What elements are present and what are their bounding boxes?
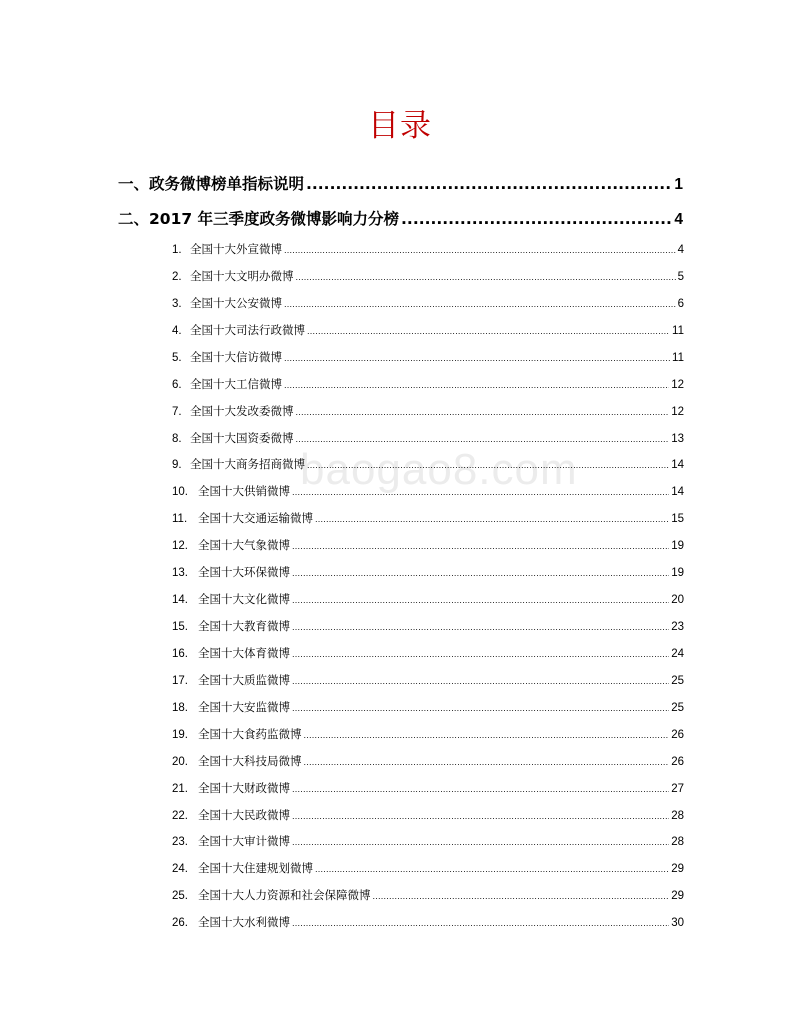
toc-leader-dots (315, 865, 669, 874)
toc-page-number: 20 (671, 594, 684, 607)
toc-item-label: 全国十大民政微博 (198, 807, 290, 822)
toc-leader-dots (284, 246, 676, 255)
toc-leader-dots (307, 461, 669, 470)
toc-item-label: 全国十大财政微博 (198, 780, 290, 795)
toc-item-number: 1. (172, 244, 182, 256)
toc-page-number: 14 (671, 459, 684, 472)
toc-item-label: 全国十大公安微博 (190, 295, 282, 310)
watermark: baogao8.com (300, 445, 578, 494)
toc-item[interactable] (172, 860, 684, 876)
toc-item-number: 4. (172, 324, 182, 337)
toc-page-number: 25 (671, 674, 684, 687)
toc-section-1[interactable] (118, 172, 683, 194)
toc-item-label: 全国十大教育微博 (198, 619, 290, 634)
toc-leader-dots (304, 758, 670, 767)
toc-item[interactable] (172, 349, 684, 365)
toc-item-number: 12. (172, 540, 188, 553)
toc-item-number: 5. (172, 351, 182, 364)
toc-leader-dots (292, 704, 669, 713)
toc-item[interactable] (172, 456, 684, 472)
toc-item-label: 全国十大供销微博 (198, 484, 290, 499)
toc-item-label: 全国十大审计微博 (198, 834, 290, 849)
toc-leader-dots (296, 273, 676, 282)
toc-leader-dots (292, 838, 669, 847)
toc-item-number: 18. (172, 701, 188, 714)
toc-item[interactable] (172, 591, 684, 607)
toc-item-label: 全国十大住建规划微博 (198, 861, 313, 876)
toc-item-number: 25. (172, 890, 188, 903)
toc-leader-dots (292, 650, 669, 659)
toc-item-label: 全国十大交通运输微博 (198, 511, 313, 526)
toc-item-number: 3. (172, 297, 182, 310)
toc-leader-dots (307, 327, 670, 336)
toc-item-label: 全国十大体育微博 (198, 645, 290, 660)
toc-leader-dots (296, 408, 670, 417)
toc-page-number: 11 (672, 351, 684, 364)
toc-item[interactable] (172, 537, 684, 553)
toc-section-label: 一、政务微博榜单指标说明 (118, 175, 305, 193)
toc-page-number: 5 (677, 270, 684, 283)
toc-page-number: 19 (671, 540, 684, 553)
toc-item-label: 全国十大外宣微博 (190, 242, 282, 256)
toc-item[interactable] (172, 510, 684, 526)
toc-page-number: 12 (671, 405, 684, 418)
toc-item-number: 19. (172, 728, 188, 741)
toc-item[interactable] (172, 564, 684, 580)
toc-leader-dots (315, 515, 669, 524)
toc-leader-dots (292, 488, 669, 497)
toc-item-number: 8. (172, 432, 182, 445)
toc-item[interactable] (172, 833, 684, 849)
toc-item[interactable] (172, 483, 684, 499)
toc-item-label: 全国十大科技局微博 (198, 753, 302, 768)
toc-page-number: 28 (671, 809, 684, 822)
toc-item[interactable] (172, 403, 684, 419)
toc-page-number: 4 (674, 211, 683, 228)
toc-item-label: 全国十大气象微博 (198, 538, 290, 553)
toc-item-number: 22. (172, 809, 188, 822)
toc-item-label: 全国十大水利微博 (198, 915, 290, 930)
toc-item[interactable] (172, 618, 684, 634)
toc-leader-dots (292, 569, 669, 578)
toc-item[interactable] (172, 241, 684, 257)
toc-leader-dots (284, 354, 670, 363)
toc-section-2[interactable] (118, 207, 683, 229)
toc-page-number: 14 (671, 486, 684, 499)
toc-leader-dots (292, 596, 669, 605)
toc-page-number: 13 (671, 432, 684, 445)
toc-item-label: 全国十大工信微博 (190, 376, 282, 391)
toc-leader-dots (292, 542, 669, 551)
page-title: 目录 (368, 108, 432, 144)
toc-item[interactable] (172, 645, 684, 661)
toc-page-number: 23 (671, 621, 684, 634)
toc-item-number: 14. (172, 594, 188, 607)
toc-item-number: 26. (172, 917, 188, 930)
toc-page-number: 24 (671, 647, 684, 660)
toc-item-label: 全国十大文明办微博 (190, 268, 294, 283)
toc-leader-dots (401, 210, 672, 228)
toc-leader-dots (292, 623, 669, 632)
toc-item-number: 6. (172, 378, 182, 391)
toc-leader-dots (292, 812, 669, 821)
toc-item[interactable] (172, 914, 684, 930)
toc-leader-dots (284, 381, 669, 390)
toc-item[interactable] (172, 430, 684, 446)
toc-item-label: 全国十大信访微博 (190, 349, 282, 364)
toc-leader-dots (292, 677, 669, 686)
toc-item-number: 10. (172, 486, 188, 499)
toc-item-label: 全国十大环保微博 (198, 565, 290, 580)
toc-item-label: 全国十大文化微博 (198, 592, 290, 607)
toc-item[interactable] (172, 780, 684, 796)
toc-page-number: 11 (672, 324, 684, 337)
toc-item[interactable] (172, 376, 684, 392)
toc-page-number: 30 (671, 917, 684, 930)
toc-page-number: 29 (671, 890, 684, 903)
toc-item[interactable] (172, 753, 684, 769)
toc-section-label: 二、2017 年三季度政务微博影响力分榜 (118, 210, 400, 228)
toc-item[interactable] (172, 887, 684, 903)
toc-item-number: 9. (172, 459, 182, 472)
toc-item-label: 全国十大国资委微博 (190, 430, 294, 445)
toc-item-label: 全国十大安监微博 (198, 699, 290, 714)
toc-item-label: 全国十大发改委微博 (190, 403, 294, 418)
toc-item[interactable] (172, 295, 684, 311)
toc-page-number: 1 (674, 176, 683, 193)
toc-page-number: 19 (671, 567, 684, 580)
toc-item-number: 15. (172, 621, 188, 634)
toc-item-number: 13. (172, 567, 188, 580)
toc-page-number: 6 (677, 297, 684, 310)
toc-item-label: 全国十大质监微博 (198, 672, 290, 687)
toc-page-number: 25 (671, 701, 684, 714)
toc-leader-dots (292, 919, 669, 928)
toc-page-number: 15 (671, 513, 684, 526)
toc-leader-dots (284, 300, 676, 309)
toc-item-label: 全国十大食药监微博 (198, 726, 302, 741)
toc-item-number: 7. (172, 405, 182, 418)
toc-item[interactable] (172, 726, 684, 742)
toc-page-number: 26 (671, 728, 684, 741)
toc-item[interactable] (172, 699, 684, 715)
toc-item-label: 全国十大人力资源和社会保障微博 (198, 888, 371, 903)
toc-item[interactable] (172, 268, 684, 284)
toc-item-number: 17. (172, 674, 188, 687)
toc-page-number: 29 (671, 863, 684, 876)
toc-item-number: 11. (172, 513, 188, 526)
toc-leader-dots (304, 731, 670, 740)
toc-leader-dots (296, 435, 670, 444)
toc-item[interactable] (172, 322, 684, 338)
toc-item-number: 23. (172, 836, 188, 849)
toc-page-number: 26 (671, 755, 684, 768)
toc-item-number: 20. (172, 755, 188, 768)
toc-leader-dots (306, 175, 672, 193)
toc-leader-dots (373, 892, 670, 901)
toc-page-number: 4 (677, 244, 684, 256)
toc-item-label: 全国十大商务招商微博 (190, 457, 305, 472)
toc-item-number: 24. (172, 863, 188, 876)
toc-page-number: 28 (671, 836, 684, 849)
toc-item[interactable] (172, 672, 684, 688)
toc-item-label: 全国十大司法行政微博 (190, 322, 305, 337)
toc-page-number: 27 (671, 782, 684, 795)
toc-item[interactable] (172, 807, 684, 823)
toc-leader-dots (292, 785, 669, 794)
toc-page-number: 12 (671, 378, 684, 391)
toc-item-number: 2. (172, 270, 182, 283)
toc-item-number: 16. (172, 647, 188, 660)
toc-item-number: 21. (172, 782, 188, 795)
